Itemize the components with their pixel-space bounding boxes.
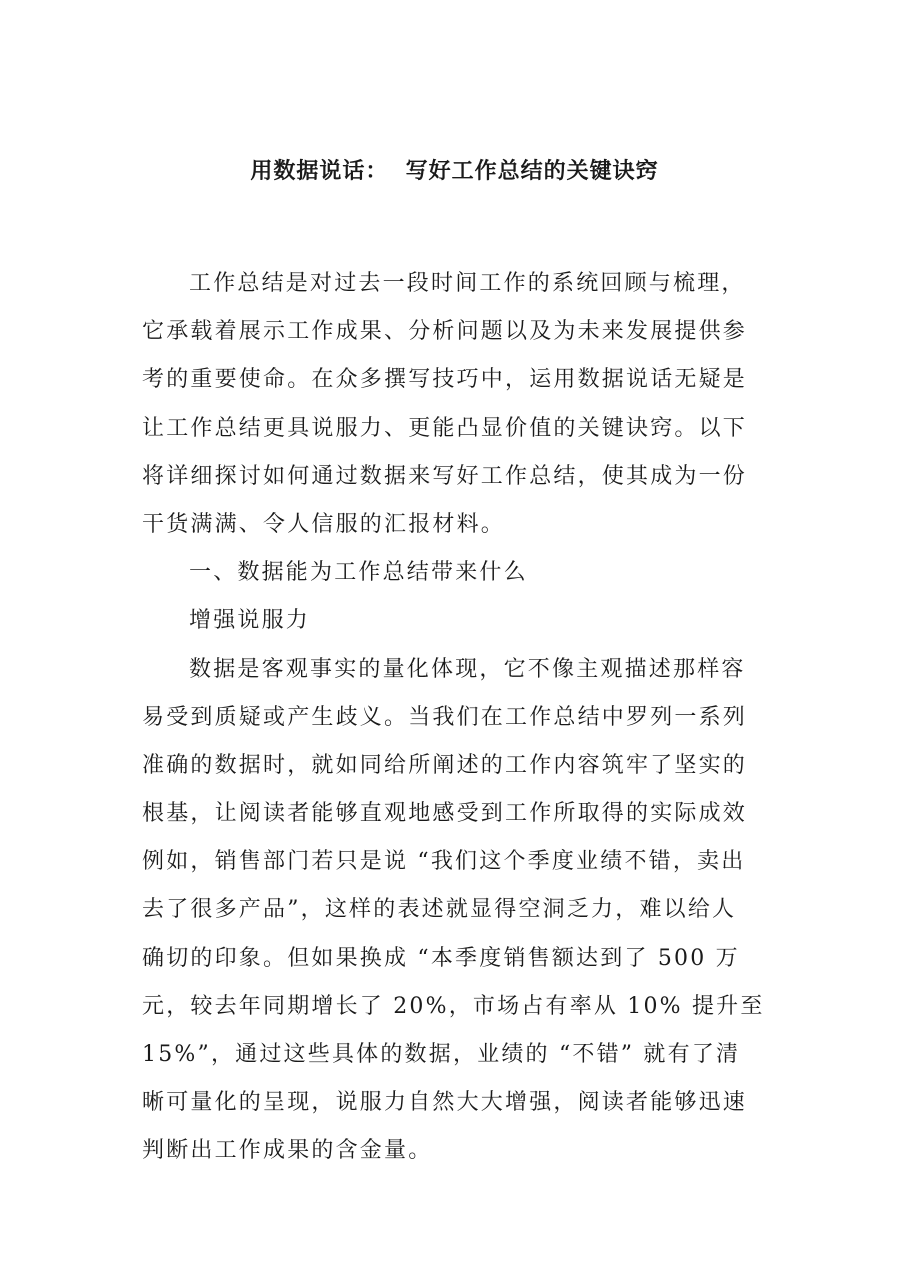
text-line: 晰可量化的呈现，说服力自然大大增强，阅读者能够迅速 xyxy=(142,1090,748,1116)
text-line: 元，较去年同期增长了 20%，市场占有率从 10% 提升至 xyxy=(142,993,765,1019)
section-heading: 一、数据能为工作总结带来什么 xyxy=(189,560,528,586)
text-line: 工作总结是对过去一段时间工作的系统回顾与梳理， xyxy=(189,271,746,296)
document-body xyxy=(142,266,782,1182)
text-line: 它承载着展示工作成果、分析问题以及为未来发展提供参 xyxy=(142,319,748,345)
text-line: 根基，让阅读者能够直观地感受到工作所取得的实际成效 xyxy=(142,801,748,827)
subsection-heading: 增强说服力 xyxy=(189,608,311,634)
text-line: 将详细探讨如何通过数据来写好工作总结，使其成为一份 xyxy=(142,463,748,489)
text-line: 去了很多产品”，这样的表述就显得空洞乏力，难以给人 xyxy=(142,897,737,923)
text-line: 判断出工作成果的含金量。 xyxy=(142,1138,433,1164)
text-line: 确切的印象。但如果换成 “本季度销售额达到了 500 万 xyxy=(142,945,740,971)
text-line: 15%”，通过这些具体的数据，业绩的 “不错” 就有了清 xyxy=(142,1042,741,1067)
text-line: 考的重要使命。在众多撰写技巧中，运用数据说话无疑是 xyxy=(142,367,748,393)
text-line: 易受到质疑或产生歧义。当我们在工作总结中罗列一系列 xyxy=(142,704,748,730)
text-line: 准确的数据时，就如同给所阐述的工作内容筑牢了坚实的 xyxy=(142,752,748,778)
text-line: 例如，销售部门若只是说 “我们这个季度业绩不错，卖出 xyxy=(142,849,746,875)
text-line: 干货满满、令人信服的汇报材料。 xyxy=(142,511,506,537)
document-title: 用数据说话： 写好工作总结的关键诀窍 xyxy=(250,159,659,184)
text-line: 数据是客观事实的量化体现，它不像主观描述那样容 xyxy=(189,656,746,682)
text-line: 让工作总结更具说服力、更能凸显价值的关键诀窍。以下 xyxy=(142,415,748,441)
